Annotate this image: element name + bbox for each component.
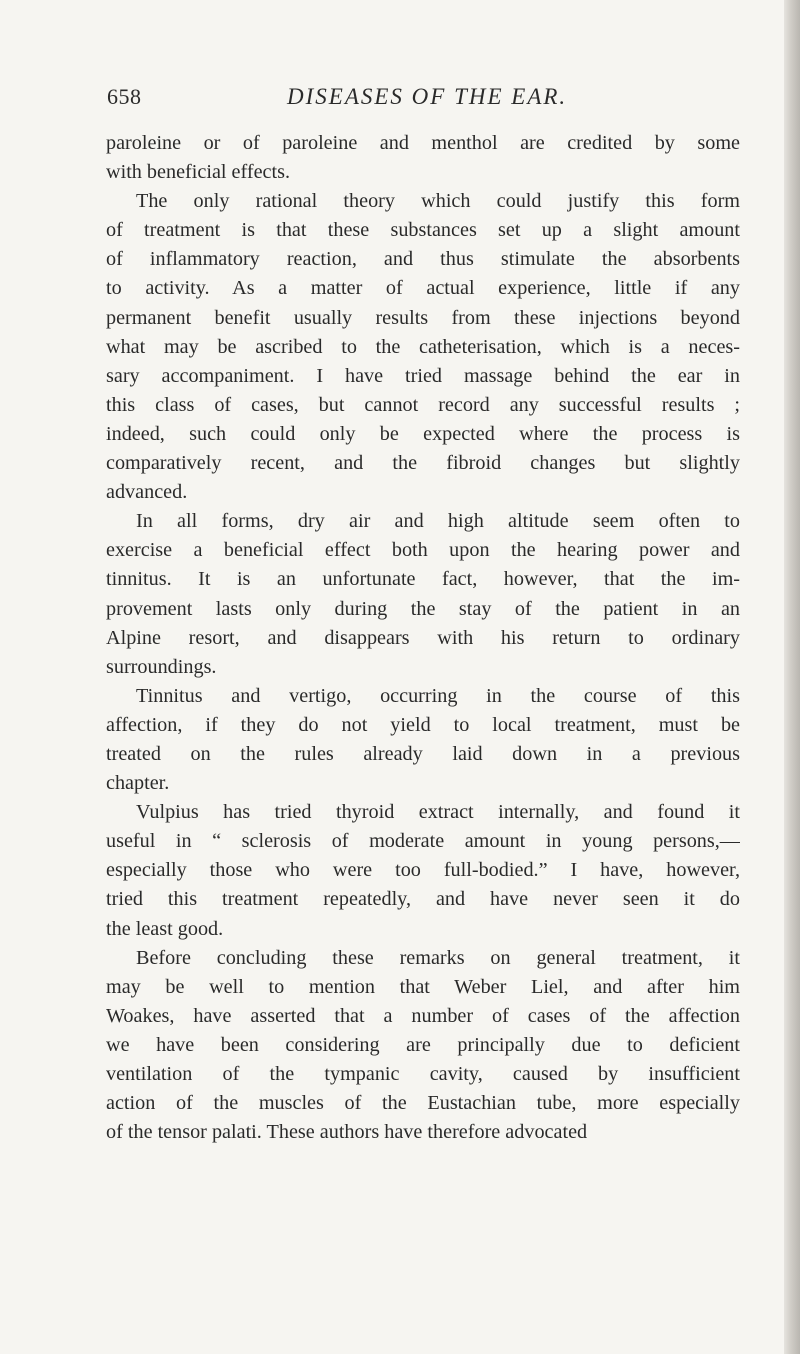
text-line: with beneficial effects. xyxy=(106,161,291,184)
text-line: Before concluding these remarks on general treatment, it xyxy=(136,946,740,969)
text-line: of inflammatory reaction, and thus stimulate the absorbents xyxy=(106,248,740,271)
text-line: especially those who were too full-bodied.” I have, however, xyxy=(106,859,740,882)
text-line: Alpine resort, and disappears with his return to ordinary xyxy=(106,626,740,649)
text-line: what may be ascribed to the catheterisation, which is a neces- xyxy=(106,335,740,358)
text-line: we have been considering are principally due to deficient xyxy=(106,1033,740,1056)
text-line: chapter. xyxy=(106,772,170,795)
text-line: this class of cases, but cannot record any successful results ; xyxy=(106,393,740,416)
text-line: to activity. As a matter of actual experience, little if any xyxy=(106,277,740,300)
text-line: of the tensor palati. These authors have therefore advocated xyxy=(106,1121,588,1144)
body-text xyxy=(106,129,740,1147)
text-line: useful in “ sclerosis of moderate amount in young persons,— xyxy=(106,830,740,853)
text-line: may be well to mention that Weber Liel, and after him xyxy=(106,975,740,998)
text-line: of treatment is that these substances set up a slight amount xyxy=(106,219,740,242)
text-line: advanced. xyxy=(106,481,188,504)
text-line: paroleine or of paroleine and menthol are credited by some xyxy=(106,132,740,154)
text-line: comparatively recent, and the fibroid changes but slightly xyxy=(106,452,740,475)
text-line: Vulpius has tried thyroid extract internally, and found it xyxy=(136,801,740,824)
text-line: Woakes, have asserted that a number of cases of the affection xyxy=(106,1004,740,1027)
text-line: In all forms, dry air and high altitude seem often to xyxy=(136,510,740,533)
text-line: sary accompaniment. I have tried massage behind the ear in xyxy=(106,364,740,387)
text-line: exercise a beneficial effect both upon the hearing power and xyxy=(106,539,740,562)
running-head xyxy=(107,84,729,114)
text-line: affection, if they do not yield to local treatment, must be xyxy=(106,713,740,736)
running-title: DISEASES OF THE EAR. xyxy=(287,84,568,109)
text-line: ventilation of the tympanic cavity, caused by insufficient xyxy=(106,1063,740,1085)
text-line: treated on the rules already laid down in a previous xyxy=(106,742,740,765)
text-line: the least good. xyxy=(106,917,224,940)
text-line: surroundings. xyxy=(106,655,217,678)
text-line: Tinnitus and vertigo, occurring in the course of this xyxy=(136,684,740,707)
text-line: indeed, such could only be expected where the process is xyxy=(106,422,740,445)
page-number: 658 xyxy=(107,84,142,109)
text-line: permanent benefit usually results from these injections beyond xyxy=(106,306,740,329)
page-edge-shadow xyxy=(784,0,800,1354)
text-line: tried this treatment repeatedly, and have never seen it do xyxy=(106,888,740,911)
text-line: The only rational theory which could justify this form xyxy=(136,190,740,213)
text-line: provement lasts only during the stay of the patient in an xyxy=(106,597,740,620)
text-line: action of the muscles of the Eustachian tube, more especially xyxy=(106,1092,740,1115)
text-line: tinnitus. It is an unfortunate fact, however, that the im- xyxy=(106,568,740,591)
